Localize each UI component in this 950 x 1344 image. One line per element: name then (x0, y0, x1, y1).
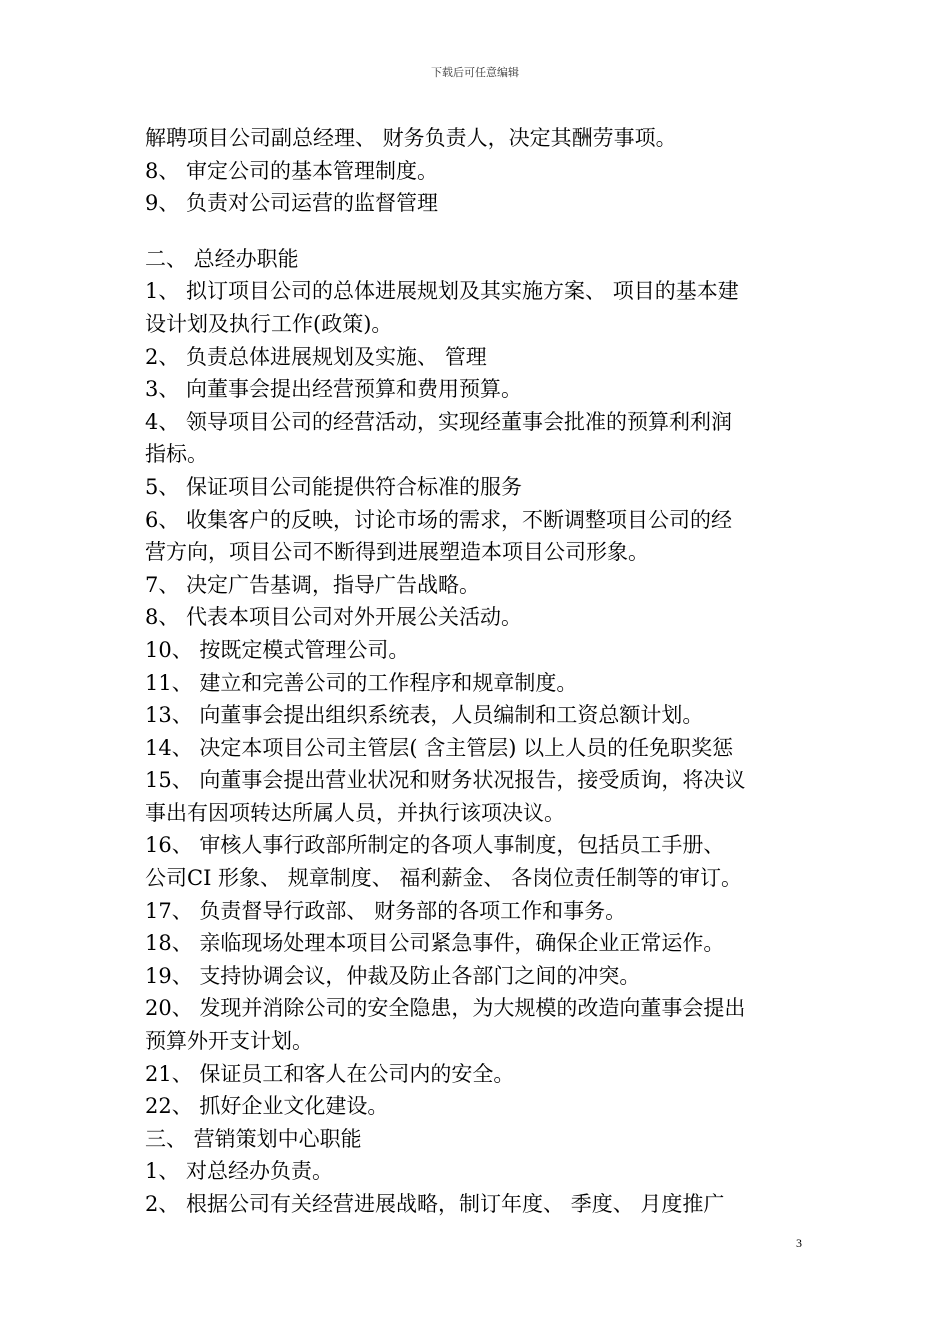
text-line: 2、 负责总体进展规划及实施、 管理 (145, 344, 487, 369)
text-line: 10、 按既定模式管理公司。 (145, 637, 410, 662)
text-line: 9、 负责对公司运营的监督管理 (145, 191, 439, 216)
document-body (145, 122, 810, 1221)
text-line: 17、 负责督导行政部、 财务部的各项工作和事务。 (145, 898, 627, 923)
text-line: 7、 决定广告基调，指导广告战略。 (145, 572, 481, 597)
text-line: 事出有因项转达所属人员，并执行该项决议。 (145, 800, 565, 825)
text-line: 11、 建立和完善公司的工作程序和规章制度。 (145, 670, 578, 695)
text-line: 16、 审核人事行政部所制定的各项人事制度，包括员工手册、 (145, 833, 725, 858)
text-line: 21、 保证员工和客人在公司内的安全。 (145, 1061, 515, 1086)
text-line: 1、 拟订项目公司的总体进展规划及其实施方案、 项目的基本建 (145, 279, 739, 304)
text-line: 19、 支持协调会议，仲裁及防止各部门之间的冲突。 (145, 963, 641, 988)
text-line: 指标。 (145, 442, 208, 467)
text-line: 设计划及执行工作(政策)。 (145, 311, 393, 336)
text-line: 4、 领导项目公司的经营活动，实现经董事会批准的预算利利润 (145, 409, 733, 434)
text-line: 1、 对总经办负责。 (145, 1159, 334, 1184)
text-line: 15、 向董事会提出营业状况和财务状况报告，接受质询，将决议 (145, 768, 746, 793)
text-line: 6、 收集客户的反映，讨论市场的需求，不断调整项目公司的经 (145, 507, 733, 532)
page-header: 下载后可任意编辑 (431, 66, 519, 79)
text-line: 公司CI 形象、 规章制度、 福利薪金、 各岗位责任制等的审订。 (145, 866, 743, 891)
text-line: 3、 向董事会提出经营预算和费用预算。 (145, 377, 523, 402)
page-number: 3 (796, 1236, 802, 1250)
text-line: 2、 根据公司有关经营进展战略，制订年度、 季度、 月度推广 (145, 1192, 725, 1216)
text-line: 营方向，项目公司不断得到进展塑造本项目公司形象。 (145, 540, 649, 565)
blank-line (145, 220, 810, 243)
text-line: 20、 发现并消除公司的安全隐患，为大规模的改造向董事会提出 (145, 996, 746, 1021)
text-line: 5、 保证项目公司能提供符合标准的服务 (145, 474, 523, 499)
section-heading: 三、 营销策划中心职能 (145, 1126, 362, 1151)
section-heading: 二、 总经办职能 (145, 246, 299, 271)
text-line: 解聘项目公司副总经理、 财务负责人，决定其酬劳事项。 (145, 126, 677, 150)
text-line: 13、 向董事会提出组织系统表，人员编制和工资总额计划。 (145, 703, 704, 728)
text-line: 14、 决定本项目公司主管层( 含主管层) 以上人员的任免职奖惩 (145, 735, 734, 760)
text-line: 22、 抓好企业文化建设。 (145, 1094, 389, 1119)
text-line: 18、 亲临现场处理本项目公司紧急事件，确保企业正常运作。 (145, 931, 725, 956)
text-line: 8、 审定公司的基本管理制度。 (145, 158, 439, 183)
text-line: 预算外开支计划。 (145, 1029, 313, 1054)
text-line: 8、 代表本项目公司对外开展公关活动。 (145, 605, 523, 630)
